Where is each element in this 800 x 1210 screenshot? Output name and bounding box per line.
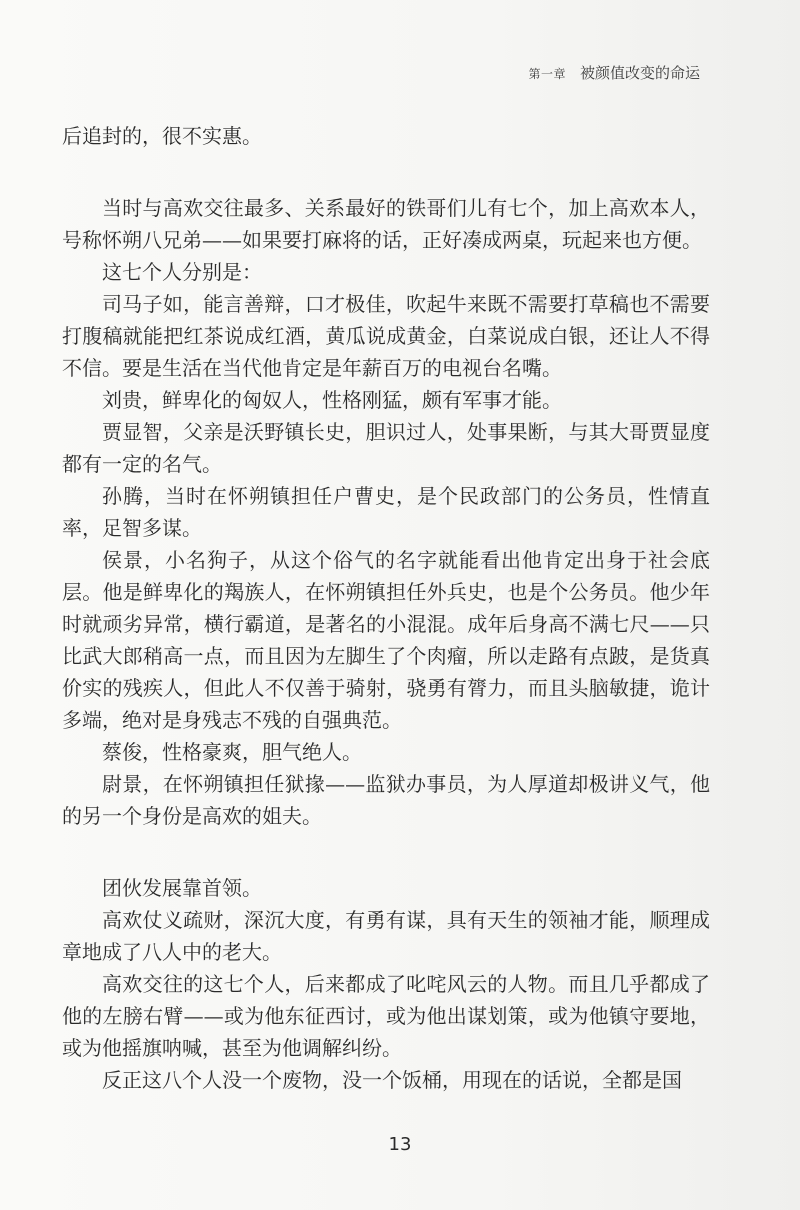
chapter-label: 第一章 [528,67,566,81]
paragraph: 司马子如，能言善辩，口才极佳，吹起牛来既不需要打草稿也不需要打腹稿就能把红茶说成红酒，黄瓜说成黄金，白菜说成白银，还让人不得不信。要是生活在当代他肯定是年薪百万的电视台名嘴。 [62,292,710,380]
paragraph: 侯景，小名狗子，从这个俗气的名字就能看出他肯定出身于社会底层。他是鲜卑化的羯族人，在怀朔镇担任外兵史，也是个公务员。他少年时就顽劣异常，横行霸道，是著名的小混混。成年后身高不满七尺——只比武大郎稍高一点，而且因为左脚生了个肉瘤，所以走路有点跛，是货真价实的残疾人，但此人不仅善于骑射，骁勇有膂力，而且头脑敏捷，诡计多端，绝对是身残志不残的自强典范。 [62,548,710,732]
paragraph: 当时与高欢交往最多、关系最好的铁哥们儿有七个，加上高欢本人，号称怀朔八兄弟——如果要打麻将的话，正好凑成两桌，玩起来也方便。 [62,196,710,252]
paragraph: 孙腾，当时在怀朔镇担任户曹史，是个民政部门的公务员，性情直率，足智多谋。 [62,484,710,540]
section-gap [62,832,710,872]
paragraph: 反正这八个人没一个废物，没一个饭桶，用现在的话说，全都是国 [102,1068,682,1092]
paragraph: 贾显智，父亲是沃野镇长史，胆识过人，处事果断，与其大哥贾显度都有一定的名气。 [62,420,710,476]
running-header [528,62,700,83]
paragraph-continuation: 后追封的，很不实惠。 [62,124,262,148]
paragraph: 刘贵，鲜卑化的匈奴人，性格刚猛，颇有军事才能。 [102,388,562,412]
paragraph: 高欢仗义疏财，深沉大度，有勇有谋，具有天生的领袖才能，顺理成章地成了八人中的老大。 [62,908,710,964]
paragraph: 团伙发展靠首领。 [102,876,262,900]
paragraph: 高欢交往的这七个人，后来都成了叱咤风云的人物。而且几乎都成了他的左膀右臂——或为他东征西讨，或为他出谋划策，或为他镇守要地，或为他摇旗呐喊，甚至为他调解纠纷。 [62,972,710,1060]
section-gap [62,152,710,192]
page-number: 13 [388,1134,412,1155]
paragraph: 蔡俊，性格豪爽，胆气绝人。 [102,740,362,764]
paragraph: 这七个人分别是： [102,260,262,284]
chapter-title: 被颜值改变的命运 [579,64,700,82]
paragraph: 尉景，在怀朔镇担任狱掾——监狱办事员，为人厚道却极讲义气，他的另一个身份是高欢的姐夫。 [62,772,710,828]
body-text [62,120,710,1096]
